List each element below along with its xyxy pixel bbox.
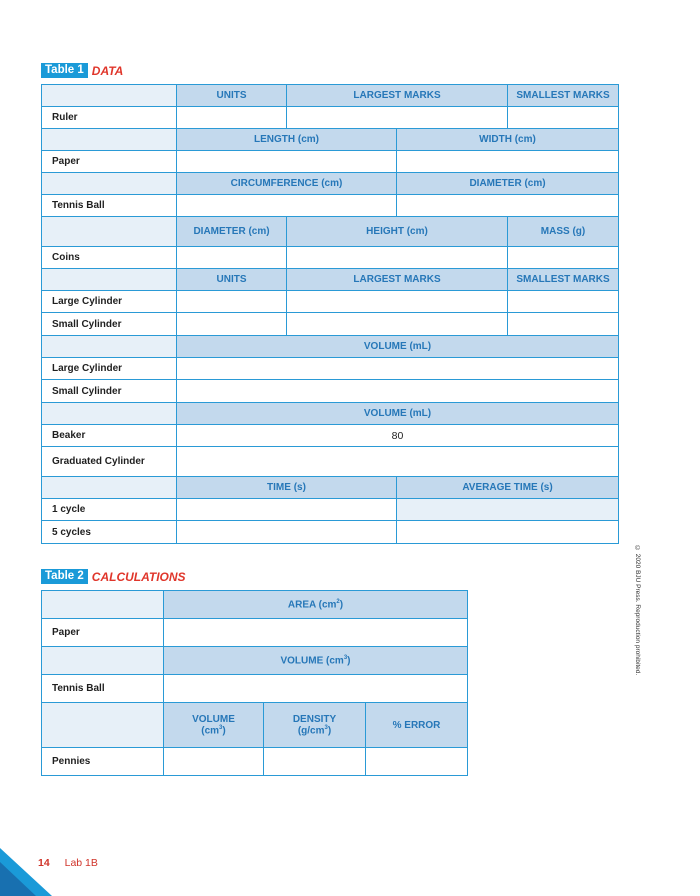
coins-diameter-cell[interactable] — [177, 247, 287, 269]
pennies-label: Pennies — [42, 748, 164, 776]
blank-cell — [42, 703, 164, 748]
ruler-smallest-cell[interactable] — [508, 107, 619, 129]
blank-cell — [42, 403, 177, 425]
blank-cell — [42, 129, 177, 151]
corner-triangle-decoration — [0, 848, 52, 896]
paper-width-cell[interactable] — [397, 151, 619, 173]
one-cycle-label: 1 cycle — [42, 499, 177, 521]
table-row — [42, 313, 619, 336]
copyright-notice: © 2020 BJU Press. Reproduction prohibited. — [634, 545, 641, 676]
table-row — [42, 403, 619, 425]
pennies-volume-close: ) — [222, 725, 226, 737]
largest-marks-header: LARGEST MARKS — [287, 85, 508, 107]
table-row — [42, 425, 619, 447]
table1-caption — [41, 63, 123, 78]
width-header: WIDTH (cm) — [397, 129, 619, 151]
volume-header-close: ) — [347, 655, 351, 667]
table-row — [42, 748, 468, 776]
table-row — [42, 195, 619, 217]
table-row — [42, 291, 619, 313]
smallest-marks-header-2: SMALLEST MARKS — [508, 269, 619, 291]
tennis-ball-volume-cell[interactable] — [164, 675, 468, 703]
table-row — [42, 269, 619, 291]
pennies-volume-exponent: 3 — [219, 724, 223, 731]
graduated-cylinder-volume-cell[interactable] — [177, 447, 619, 477]
pennies-error-cell[interactable] — [366, 748, 468, 776]
small-cylinder-largest-cell[interactable] — [287, 313, 508, 336]
density-header — [264, 703, 366, 748]
blank-cell — [42, 173, 177, 195]
table-row — [42, 85, 619, 107]
blank-cell — [42, 477, 177, 499]
large-cylinder-smallest-cell[interactable] — [508, 291, 619, 313]
table-row — [42, 173, 619, 195]
paper-length-cell[interactable] — [177, 151, 397, 173]
area-header-exponent: 2 — [336, 598, 340, 605]
blank-cell — [42, 85, 177, 107]
volume-header-2: VOLUME (mL) — [177, 403, 619, 425]
graduated-cylinder-label: Graduated Cylinder — [42, 447, 177, 477]
diameter-header: DIAMETER (cm) — [397, 173, 619, 195]
area-header-text: AREA (cm — [287, 599, 337, 611]
paper-label: Paper — [42, 151, 177, 173]
height-header: HEIGHT (cm) — [287, 217, 508, 247]
table-row — [42, 703, 468, 748]
table-row — [42, 358, 619, 380]
five-cycles-label: 5 cycles — [42, 521, 177, 544]
length-header: LENGTH (cm) — [177, 129, 397, 151]
table-row — [42, 477, 619, 499]
largest-marks-header-2: LARGEST MARKS — [287, 269, 508, 291]
pennies-volume-header-line1: VOLUME — [192, 713, 235, 725]
area-header-close: ) — [339, 599, 344, 611]
table-row — [42, 380, 619, 403]
volume-header: VOLUME (mL) — [177, 336, 619, 358]
tennis-ball-label: Tennis Ball — [42, 195, 177, 217]
table-row — [42, 247, 619, 269]
ruler-label: Ruler — [42, 107, 177, 129]
large-cylinder-label: Large Cylinder — [42, 291, 177, 313]
circumference-header: CIRCUMFERENCE (cm) — [177, 173, 397, 195]
units-header: UNITS — [177, 85, 287, 107]
small-cylinder-units-cell[interactable] — [177, 313, 287, 336]
five-cycles-average-cell[interactable] — [397, 521, 619, 544]
one-cycle-average-cell — [397, 499, 619, 521]
coins-mass-cell[interactable] — [508, 247, 619, 269]
beaker-label: Beaker — [42, 425, 177, 447]
large-cylinder-volume-cell[interactable] — [177, 358, 619, 380]
beaker-volume-cell[interactable]: 80 — [177, 425, 619, 447]
table-row — [42, 336, 619, 358]
table-row — [42, 647, 468, 675]
coins-height-cell[interactable] — [287, 247, 508, 269]
table-row — [42, 675, 468, 703]
volume-header-exponent: 3 — [343, 654, 348, 661]
page-footer — [38, 857, 98, 869]
tennis-ball-circumference-cell[interactable] — [177, 195, 397, 217]
blank-cell — [42, 269, 177, 291]
table-row — [42, 619, 468, 647]
table1-title: DATA — [91, 63, 124, 78]
data-table — [41, 84, 619, 544]
blank-cell — [42, 336, 177, 358]
lab-name: Lab 1B — [64, 857, 98, 869]
small-cylinder-smallest-cell[interactable] — [508, 313, 619, 336]
density-unit: (g/cm — [297, 725, 325, 737]
pennies-volume-header-line2 — [164, 725, 263, 736]
pennies-volume-cell[interactable] — [164, 748, 264, 776]
table-row — [42, 447, 619, 477]
density-header-line2 — [264, 725, 365, 736]
small-cylinder-volume-cell[interactable] — [177, 380, 619, 403]
table-row — [42, 521, 619, 544]
blank-cell — [42, 217, 177, 247]
page-number: 14 — [38, 857, 50, 869]
one-cycle-time-cell[interactable] — [177, 499, 397, 521]
large-cylinder-units-cell[interactable] — [177, 291, 287, 313]
table2-caption — [41, 569, 186, 584]
five-cycles-time-cell[interactable] — [177, 521, 397, 544]
coin-diameter-header: DIAMETER (cm) — [177, 217, 287, 247]
mass-header: MASS (g) — [508, 217, 619, 247]
ruler-largest-cell[interactable] — [287, 107, 508, 129]
tennis-ball-diameter-cell[interactable] — [397, 195, 619, 217]
blank-cell — [42, 591, 164, 619]
average-time-header: AVERAGE TIME (s) — [397, 477, 619, 499]
paper-area-label: Paper — [42, 619, 164, 647]
density-exponent: 3 — [324, 724, 328, 731]
tennis-ball-volume-label: Tennis Ball — [42, 675, 164, 703]
density-close: ) — [327, 725, 332, 737]
smallest-marks-header: SMALLEST MARKS — [508, 85, 619, 107]
table1-tag: Table 1 — [41, 63, 88, 78]
table2-tag: Table 2 — [41, 569, 88, 584]
table-row — [42, 129, 619, 151]
small-cylinder-label: Small Cylinder — [42, 313, 177, 336]
percent-error-header: % ERROR — [366, 703, 468, 748]
table-row — [42, 591, 468, 619]
large-cylinder-volume-label: Large Cylinder — [42, 358, 177, 380]
units-header-2: UNITS — [177, 269, 287, 291]
time-header: TIME (s) — [177, 477, 397, 499]
pennies-volume-header — [164, 703, 264, 748]
pennies-volume-unit: (cm — [201, 725, 220, 737]
pennies-density-cell[interactable] — [264, 748, 366, 776]
small-cylinder-volume-label: Small Cylinder — [42, 380, 177, 403]
paper-area-cell[interactable] — [164, 619, 468, 647]
calculations-table — [41, 590, 468, 776]
density-header-line1: DENSITY — [292, 713, 337, 725]
large-cylinder-largest-cell[interactable] — [287, 291, 508, 313]
ruler-units-cell[interactable] — [177, 107, 287, 129]
table-row — [42, 217, 619, 247]
area-header — [164, 591, 468, 619]
table-row — [42, 107, 619, 129]
table-row — [42, 151, 619, 173]
blank-cell — [42, 647, 164, 675]
table-row — [42, 499, 619, 521]
table2-title: CALCULATIONS — [91, 569, 186, 584]
coins-label: Coins — [42, 247, 177, 269]
volume-cm3-header — [164, 647, 468, 675]
volume-header-text: VOLUME (cm — [280, 655, 344, 667]
